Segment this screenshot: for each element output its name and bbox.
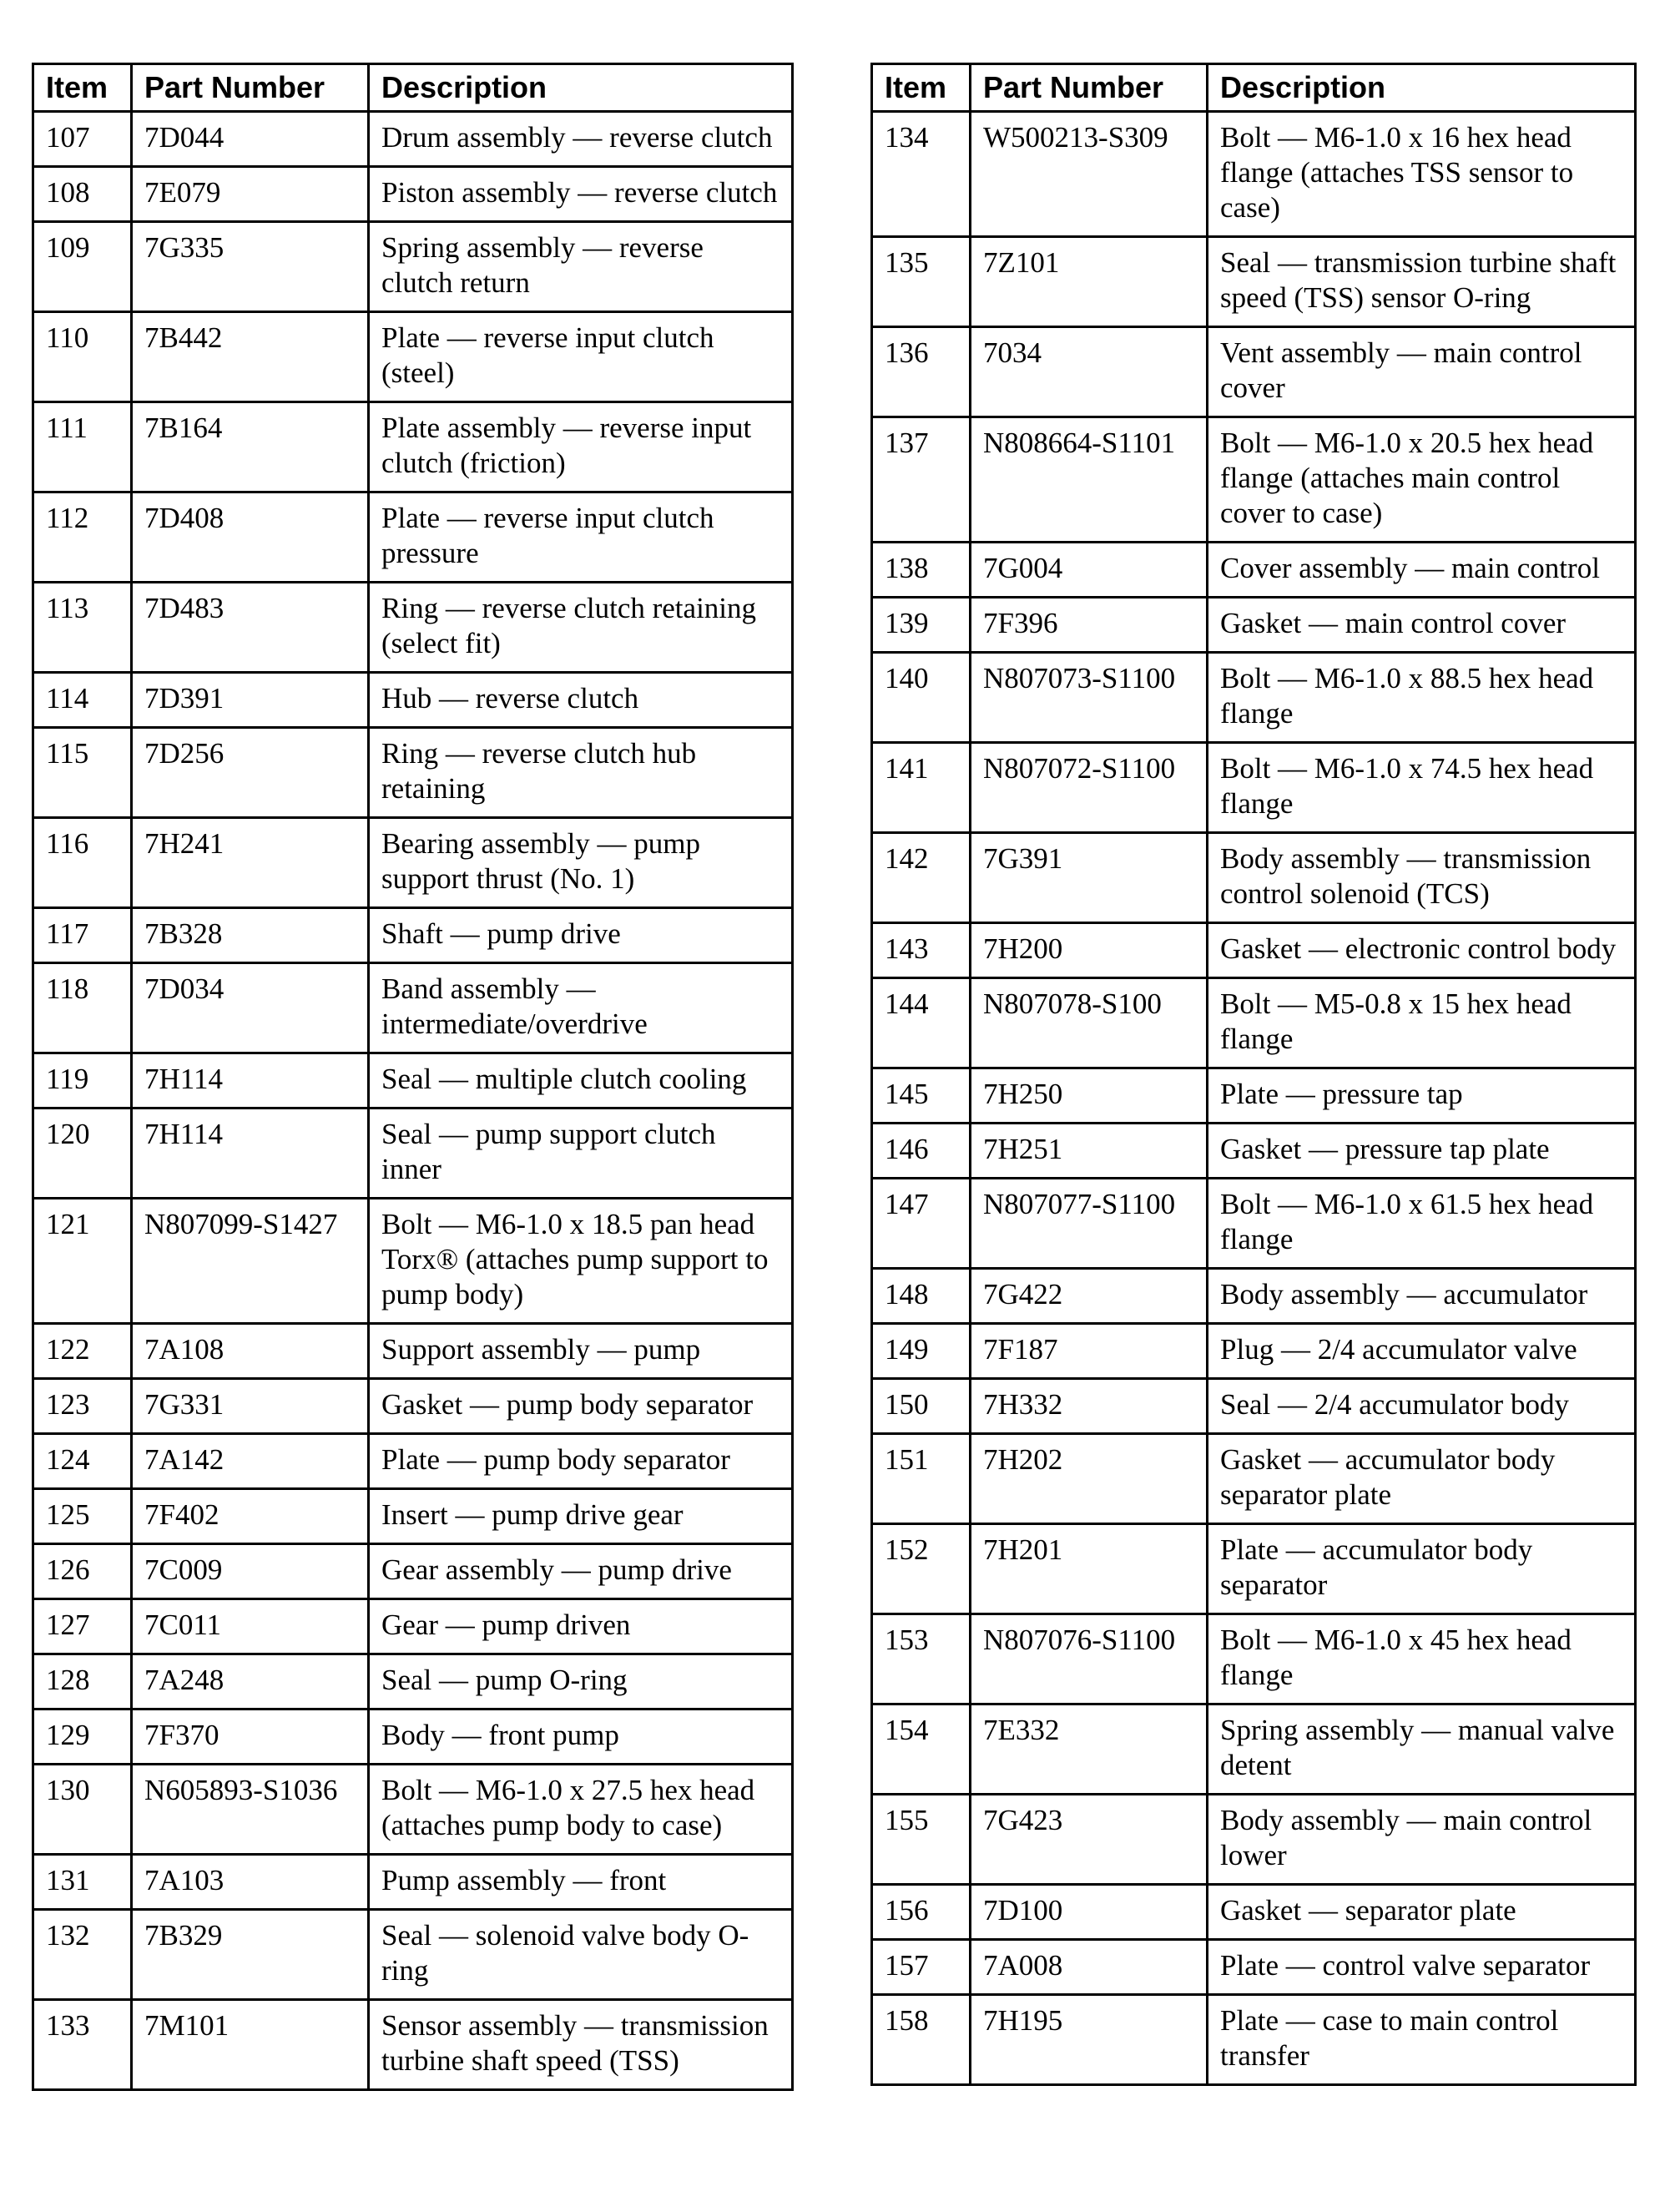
part-number-cell: 7B328 bbox=[132, 908, 369, 963]
table-row bbox=[872, 1068, 1636, 1124]
description-cell: Gear — pump driven bbox=[369, 1599, 793, 1654]
table-row bbox=[33, 312, 793, 402]
description-cell: Spring assembly — manual valve detent bbox=[1208, 1704, 1636, 1795]
description-cell: Ring — reverse clutch hub retaining bbox=[369, 728, 793, 818]
header-part-number: Part Number bbox=[132, 64, 369, 112]
item-cell: 119 bbox=[33, 1053, 132, 1109]
table-row bbox=[872, 1124, 1636, 1179]
table-row bbox=[872, 1524, 1636, 1614]
item-cell: 127 bbox=[33, 1599, 132, 1654]
description-cell: Bolt — M6-1.0 x 16 hex head flange (attaches TSS sensor to case) bbox=[1208, 112, 1636, 237]
part-number-cell: 7D034 bbox=[132, 963, 369, 1053]
table-row bbox=[33, 1434, 793, 1489]
item-cell: 114 bbox=[33, 673, 132, 728]
part-number-cell: 7M101 bbox=[132, 2000, 369, 2090]
item-cell: 129 bbox=[33, 1710, 132, 1765]
item-cell: 109 bbox=[33, 222, 132, 312]
part-number-cell: 7G335 bbox=[132, 222, 369, 312]
item-cell: 133 bbox=[33, 2000, 132, 2090]
table-row bbox=[872, 1940, 1636, 1995]
description-cell: Bolt — M6-1.0 x 61.5 hex head flange bbox=[1208, 1179, 1636, 1269]
item-cell: 154 bbox=[872, 1704, 971, 1795]
part-number-cell: 7D408 bbox=[132, 492, 369, 583]
part-number-cell: N807076-S1100 bbox=[971, 1614, 1208, 1704]
item-cell: 122 bbox=[33, 1324, 132, 1379]
part-number-cell: 7A108 bbox=[132, 1324, 369, 1379]
part-number-cell: 7F370 bbox=[132, 1710, 369, 1765]
table-row bbox=[33, 1544, 793, 1599]
item-cell: 134 bbox=[872, 112, 971, 237]
item-cell: 149 bbox=[872, 1324, 971, 1379]
item-cell: 110 bbox=[33, 312, 132, 402]
part-number-cell: 7D256 bbox=[132, 728, 369, 818]
part-number-cell: 7G422 bbox=[971, 1269, 1208, 1324]
part-number-cell: N807073-S1100 bbox=[971, 653, 1208, 743]
item-cell: 130 bbox=[33, 1765, 132, 1855]
item-cell: 128 bbox=[33, 1654, 132, 1710]
part-number-cell: 7C009 bbox=[132, 1544, 369, 1599]
table-row bbox=[33, 1765, 793, 1855]
table-row bbox=[872, 743, 1636, 833]
header-part-number: Part Number bbox=[971, 64, 1208, 112]
description-cell: Seal — transmission turbine shaft speed (TSS) sensor O-ring bbox=[1208, 237, 1636, 327]
part-number-cell: W500213-S309 bbox=[971, 112, 1208, 237]
table-row bbox=[872, 1379, 1636, 1434]
table-row bbox=[33, 1053, 793, 1109]
item-cell: 123 bbox=[33, 1379, 132, 1434]
description-cell: Gasket — pump body separator bbox=[369, 1379, 793, 1434]
description-cell: Plate assembly — reverse input clutch (friction) bbox=[369, 402, 793, 492]
table-row bbox=[872, 1269, 1636, 1324]
description-cell: Bolt — M6-1.0 x 27.5 hex head (attaches pump body to case) bbox=[369, 1765, 793, 1855]
description-cell: Seal — 2/4 accumulator body bbox=[1208, 1379, 1636, 1434]
description-cell: Shaft — pump drive bbox=[369, 908, 793, 963]
part-number-cell: 7H114 bbox=[132, 1109, 369, 1199]
part-number-cell: 7F187 bbox=[971, 1324, 1208, 1379]
table-row bbox=[33, 492, 793, 583]
item-cell: 145 bbox=[872, 1068, 971, 1124]
parts-table-left-body bbox=[33, 112, 793, 2090]
table-row bbox=[872, 1795, 1636, 1885]
table-row bbox=[872, 1704, 1636, 1795]
description-cell: Seal — solenoid valve body O-ring bbox=[369, 1910, 793, 2000]
item-cell: 144 bbox=[872, 978, 971, 1068]
description-cell: Plate — accumulator body separator bbox=[1208, 1524, 1636, 1614]
part-number-cell: 7G004 bbox=[971, 543, 1208, 598]
part-number-cell: 7H201 bbox=[971, 1524, 1208, 1614]
description-cell: Plate — pump body separator bbox=[369, 1434, 793, 1489]
item-cell: 150 bbox=[872, 1379, 971, 1434]
description-cell: Plate — control valve separator bbox=[1208, 1940, 1636, 1995]
part-number-cell: 7H114 bbox=[132, 1053, 369, 1109]
item-cell: 113 bbox=[33, 583, 132, 673]
table-row bbox=[33, 167, 793, 222]
table-row bbox=[33, 908, 793, 963]
part-number-cell: 7B442 bbox=[132, 312, 369, 402]
table-row bbox=[872, 598, 1636, 653]
description-cell: Gasket — accumulator body separator plate bbox=[1208, 1434, 1636, 1524]
description-cell: Body assembly — main control lower bbox=[1208, 1795, 1636, 1885]
table-row bbox=[33, 1199, 793, 1324]
part-number-cell: 7G331 bbox=[132, 1379, 369, 1434]
description-cell: Gear assembly — pump drive bbox=[369, 1544, 793, 1599]
table-row bbox=[872, 237, 1636, 327]
part-number-cell: 7D044 bbox=[132, 112, 369, 167]
part-number-cell: 7D483 bbox=[132, 583, 369, 673]
description-cell: Bolt — M6-1.0 x 45 hex head flange bbox=[1208, 1614, 1636, 1704]
table-row bbox=[33, 583, 793, 673]
table-row bbox=[872, 1995, 1636, 2085]
table-row bbox=[33, 222, 793, 312]
description-cell: Hub — reverse clutch bbox=[369, 673, 793, 728]
item-cell: 155 bbox=[872, 1795, 971, 1885]
part-number-cell: N808664-S1101 bbox=[971, 417, 1208, 543]
table-row bbox=[872, 923, 1636, 978]
description-cell: Bearing assembly — pump support thrust (No. 1) bbox=[369, 818, 793, 908]
table-row bbox=[872, 1179, 1636, 1269]
part-number-cell: N807077-S1100 bbox=[971, 1179, 1208, 1269]
description-cell: Gasket — separator plate bbox=[1208, 1885, 1636, 1940]
description-cell: Plug — 2/4 accumulator valve bbox=[1208, 1324, 1636, 1379]
description-cell: Gasket — electronic control body bbox=[1208, 923, 1636, 978]
description-cell: Plate — reverse input clutch (steel) bbox=[369, 312, 793, 402]
part-number-cell: 7H200 bbox=[971, 923, 1208, 978]
part-number-cell: 7E079 bbox=[132, 167, 369, 222]
table-row bbox=[33, 1109, 793, 1199]
header-row bbox=[872, 64, 1636, 112]
description-cell: Gasket — pressure tap plate bbox=[1208, 1124, 1636, 1179]
part-number-cell: 7F396 bbox=[971, 598, 1208, 653]
item-cell: 158 bbox=[872, 1995, 971, 2085]
part-number-cell: 7A142 bbox=[132, 1434, 369, 1489]
part-number-cell: 7D100 bbox=[971, 1885, 1208, 1940]
part-number-cell: 7G423 bbox=[971, 1795, 1208, 1885]
item-cell: 138 bbox=[872, 543, 971, 598]
part-number-cell: 7A103 bbox=[132, 1855, 369, 1910]
part-number-cell: 7A248 bbox=[132, 1654, 369, 1710]
description-cell: Body — front pump bbox=[369, 1710, 793, 1765]
table-row bbox=[33, 673, 793, 728]
part-number-cell: N807078-S100 bbox=[971, 978, 1208, 1068]
parts-table-left bbox=[32, 63, 794, 2091]
description-cell: Sensor assembly — transmission turbine shaft speed (TSS) bbox=[369, 2000, 793, 2090]
item-cell: 156 bbox=[872, 1885, 971, 1940]
description-cell: Pump assembly — front bbox=[369, 1855, 793, 1910]
item-cell: 137 bbox=[872, 417, 971, 543]
description-cell: Bolt — M6-1.0 x 20.5 hex head flange (attaches main control cover to case) bbox=[1208, 417, 1636, 543]
header-row bbox=[33, 64, 793, 112]
part-number-cell: 7H250 bbox=[971, 1068, 1208, 1124]
item-cell: 140 bbox=[872, 653, 971, 743]
part-number-cell: 7D391 bbox=[132, 673, 369, 728]
part-number-cell: N807099-S1427 bbox=[132, 1199, 369, 1324]
table-row bbox=[33, 1324, 793, 1379]
header-item: Item bbox=[33, 64, 132, 112]
part-number-cell: 7034 bbox=[971, 327, 1208, 417]
description-cell: Plate — case to main control transfer bbox=[1208, 1995, 1636, 2085]
table-row bbox=[872, 833, 1636, 923]
description-cell: Ring — reverse clutch retaining (select fit) bbox=[369, 583, 793, 673]
description-cell: Plate — reverse input clutch pressure bbox=[369, 492, 793, 583]
table-row bbox=[872, 417, 1636, 543]
description-cell: Vent assembly — main control cover bbox=[1208, 327, 1636, 417]
part-number-cell: N807072-S1100 bbox=[971, 743, 1208, 833]
table-row bbox=[33, 402, 793, 492]
table-row bbox=[33, 1379, 793, 1434]
table-row bbox=[33, 1654, 793, 1710]
table-row bbox=[33, 112, 793, 167]
table-row bbox=[33, 728, 793, 818]
part-number-cell: 7Z101 bbox=[971, 237, 1208, 327]
part-number-cell: 7H251 bbox=[971, 1124, 1208, 1179]
item-cell: 151 bbox=[872, 1434, 971, 1524]
table-row bbox=[872, 1885, 1636, 1940]
item-cell: 146 bbox=[872, 1124, 971, 1179]
description-cell: Band assembly — intermediate/overdrive bbox=[369, 963, 793, 1053]
part-number-cell: 7H241 bbox=[132, 818, 369, 908]
table-row bbox=[33, 963, 793, 1053]
table-row bbox=[872, 653, 1636, 743]
description-cell: Bolt — M6-1.0 x 74.5 hex head flange bbox=[1208, 743, 1636, 833]
table-row bbox=[872, 1434, 1636, 1524]
description-cell: Support assembly — pump bbox=[369, 1324, 793, 1379]
part-number-cell: 7H195 bbox=[971, 1995, 1208, 2085]
part-number-cell: N605893-S1036 bbox=[132, 1765, 369, 1855]
table-row bbox=[872, 327, 1636, 417]
header-description: Description bbox=[369, 64, 793, 112]
item-cell: 112 bbox=[33, 492, 132, 583]
description-cell: Insert — pump drive gear bbox=[369, 1489, 793, 1544]
part-number-cell: 7H202 bbox=[971, 1434, 1208, 1524]
parts-table-right bbox=[870, 63, 1637, 2086]
item-cell: 153 bbox=[872, 1614, 971, 1704]
header-description: Description bbox=[1208, 64, 1636, 112]
item-cell: 108 bbox=[33, 167, 132, 222]
item-cell: 117 bbox=[33, 908, 132, 963]
part-number-cell: 7G391 bbox=[971, 833, 1208, 923]
item-cell: 120 bbox=[33, 1109, 132, 1199]
description-cell: Spring assembly — reverse clutch return bbox=[369, 222, 793, 312]
item-cell: 116 bbox=[33, 818, 132, 908]
description-cell: Bolt — M6-1.0 x 88.5 hex head flange bbox=[1208, 653, 1636, 743]
part-number-cell: 7C011 bbox=[132, 1599, 369, 1654]
part-number-cell: 7B164 bbox=[132, 402, 369, 492]
item-cell: 125 bbox=[33, 1489, 132, 1544]
description-cell: Gasket — main control cover bbox=[1208, 598, 1636, 653]
table-row bbox=[33, 818, 793, 908]
item-cell: 135 bbox=[872, 237, 971, 327]
table-row bbox=[33, 1489, 793, 1544]
part-number-cell: 7E332 bbox=[971, 1704, 1208, 1795]
table-row bbox=[33, 1855, 793, 1910]
table-row bbox=[872, 112, 1636, 237]
item-cell: 152 bbox=[872, 1524, 971, 1614]
item-cell: 141 bbox=[872, 743, 971, 833]
description-cell: Piston assembly — reverse clutch bbox=[369, 167, 793, 222]
item-cell: 143 bbox=[872, 923, 971, 978]
item-cell: 157 bbox=[872, 1940, 971, 1995]
item-cell: 111 bbox=[33, 402, 132, 492]
item-cell: 121 bbox=[33, 1199, 132, 1324]
table-row bbox=[33, 1710, 793, 1765]
table-row bbox=[872, 978, 1636, 1068]
item-cell: 124 bbox=[33, 1434, 132, 1489]
description-cell: Cover assembly — main control bbox=[1208, 543, 1636, 598]
description-cell: Seal — pump support clutch inner bbox=[369, 1109, 793, 1199]
description-cell: Seal — pump O-ring bbox=[369, 1654, 793, 1710]
header-item: Item bbox=[872, 64, 971, 112]
part-number-cell: 7B329 bbox=[132, 1910, 369, 2000]
description-cell: Bolt — M5-0.8 x 15 hex head flange bbox=[1208, 978, 1636, 1068]
table-row bbox=[872, 543, 1636, 598]
item-cell: 132 bbox=[33, 1910, 132, 2000]
description-cell: Drum assembly — reverse clutch bbox=[369, 112, 793, 167]
description-cell: Body assembly — accumulator bbox=[1208, 1269, 1636, 1324]
item-cell: 131 bbox=[33, 1855, 132, 1910]
item-cell: 142 bbox=[872, 833, 971, 923]
item-cell: 126 bbox=[33, 1544, 132, 1599]
table-row bbox=[33, 1599, 793, 1654]
table-row bbox=[872, 1324, 1636, 1379]
table-row bbox=[33, 1910, 793, 2000]
table-row bbox=[33, 2000, 793, 2090]
part-number-cell: 7A008 bbox=[971, 1940, 1208, 1995]
description-cell: Bolt — M6-1.0 x 18.5 pan head Torx® (attaches pump support to pump body) bbox=[369, 1199, 793, 1324]
part-number-cell: 7F402 bbox=[132, 1489, 369, 1544]
table-row bbox=[872, 1614, 1636, 1704]
item-cell: 118 bbox=[33, 963, 132, 1053]
description-cell: Body assembly — transmission control solenoid (TCS) bbox=[1208, 833, 1636, 923]
item-cell: 148 bbox=[872, 1269, 971, 1324]
item-cell: 115 bbox=[33, 728, 132, 818]
part-number-cell: 7H332 bbox=[971, 1379, 1208, 1434]
parts-table-right-body bbox=[872, 112, 1636, 2085]
item-cell: 139 bbox=[872, 598, 971, 653]
item-cell: 136 bbox=[872, 327, 971, 417]
description-cell: Plate — pressure tap bbox=[1208, 1068, 1636, 1124]
description-cell: Seal — multiple clutch cooling bbox=[369, 1053, 793, 1109]
item-cell: 107 bbox=[33, 112, 132, 167]
item-cell: 147 bbox=[872, 1179, 971, 1269]
